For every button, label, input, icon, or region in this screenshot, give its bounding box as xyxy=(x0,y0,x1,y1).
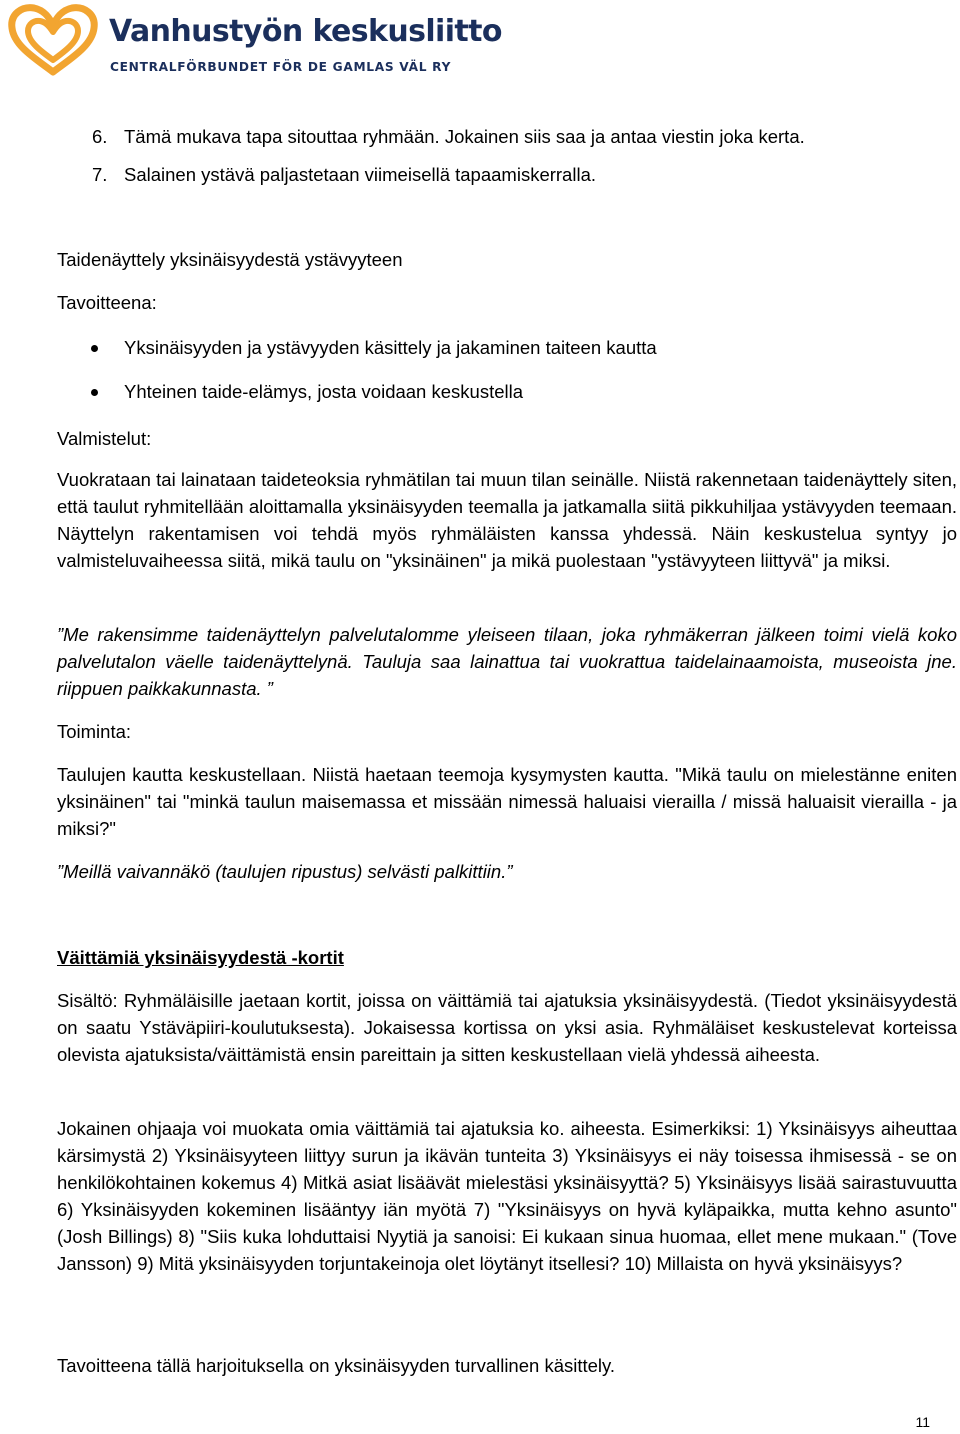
list-item xyxy=(92,163,805,201)
list-item-text: Tämä mukava tapa sitouttaa ryhmään. Jokainen siis saa ja antaa viestin joka kerta. xyxy=(124,126,805,147)
content-paragraph: Sisältö: Ryhmäläisille jaetaan kortit, joissa on väittämiä tai ajatuksia yksinäisyydestä. (Tiedot yksinäisyydestä on saatu Ystäväpiiri-koulutuksesta). Jokaisessa kortissa on yksi asia. Ryhmäläiset keskustelevat korteissa olevista ajatuksista/väittämistä ensin pareittain ja sitten keskustellaan vielä yhdessä aiheesta. xyxy=(57,990,957,1065)
list-item-text: Yhteinen taide-elämys, josta voidaan keskustella xyxy=(124,381,524,402)
list-item-number: 6. xyxy=(92,126,108,147)
steps-list xyxy=(92,125,805,201)
list-item-text: Yksinäisyyden ja ystävyyden käsittely ja jakaminen taiteen kautta xyxy=(124,337,657,358)
list-item-number: 7. xyxy=(92,164,108,185)
heart-logo-icon xyxy=(6,4,101,76)
prep-label: Valmistelut: xyxy=(57,428,152,449)
section-title: Väittämiä yksinäisyydestä -kortit xyxy=(57,947,344,968)
org-name-swedish: CENTRALFÖRBUNDET FÖR DE GAMLAS VÄL RY xyxy=(110,60,452,74)
list-item-text: Salainen ystävä paljastetaan viimeisellä tapaamiskerralla. xyxy=(124,164,596,185)
org-logo xyxy=(6,2,502,80)
bullet-icon xyxy=(91,389,98,396)
prep-paragraph: Vuokrataan tai lainataan taideteoksia ryhmätilan tai muun tilan seinälle. Niistä rakennetaan taidenäyttely siten, että taulut ryhmitellään aloittamalla yksinäisyyden teemalla ja jatkamalla siitä pikkuhiljaa ystävyyden teemaan. Näyttelyn rakentamisen voi tehdä myös ryhmäläisten kanssa yhdessä. Näin keskustelua syntyy jo valmisteluvaiheessa siitä, mikä taulu on "yksinäinen" ja mikä puolestaan "ystävyyteen liittyvä" ja miksi. xyxy=(57,469,957,571)
activity-label: Toiminta: xyxy=(57,721,132,742)
org-name: Vanhustyön keskusliitto xyxy=(109,14,502,49)
activity-paragraph: Taulujen kautta keskustellaan. Niistä haetaan teemoja kysymysten kautta. "Mikä taulu on mielestänne eniten yksinäinen" tai "minkä taulun maisemassa et missään nimessä haluaisi vierailla / missä haluaisit vierailla - ja miksi?" xyxy=(57,764,957,839)
examples-paragraph: Jokainen ohjaaja voi muokata omia väittämiä tai ajatuksia ko. aiheesta. Esimerkiksi: 1) Yksinäisyys aiheuttaa kärsimystä 2) Yksinäisyyteen liittyy surun ja ikävän tunteita 3) Yksinäisyys ei näy toisessa ihmisessä - se on henkilökohtainen kokemus 4) Mitkä asiat lisäävät mielestäsi yksinäisyyttä? 5) Yksinäisyys lisää sairastuvuutta 6) Yksinäisyyden kokeminen lisääntyy iän myötä 7) "Yksinäisyys on hyvä kyläpaikka, mutta kehno asunto" (Josh Billings) 8) "Siis kuka lohduttaisi Nyytiä ja sanoisi: Ei kukaan sinua huomaa, ellet mene mukaan." (Tove Jansson) 9) Mitä yksinäisyyden torjuntakeinoja olet löytänyt itsellesi? 10) Millaista on hyvä yksinäisyys? xyxy=(57,1118,957,1274)
goal-paragraph: Tavoitteena tällä harjoituksella on yksinäisyyden turvallinen käsittely. xyxy=(57,1355,616,1376)
prep-quote: ”Me rakensimme taidenäyttelyn palvelutalomme yleiseen tilaan, joka ryhmäkerran jälkeen toimi vielä koko palvelutalon väelle taidenäyttelynä. Tauluja saa lainattua tai vuokrattua taidelainaamoista, museoista jne. riippuen paikkakunnasta. ” xyxy=(57,624,957,699)
list-item xyxy=(92,125,805,163)
section-title: Taidenäyttely yksinäisyydestä ystävyyteen xyxy=(57,249,403,270)
goals-label: Tavoitteena: xyxy=(57,292,157,313)
bullet-icon xyxy=(91,345,98,352)
activity-quote: ”Meillä vaivannäkö (taulujen ripustus) selvästi palkittiin.” xyxy=(57,861,513,882)
page-number: 11 xyxy=(915,1414,930,1430)
